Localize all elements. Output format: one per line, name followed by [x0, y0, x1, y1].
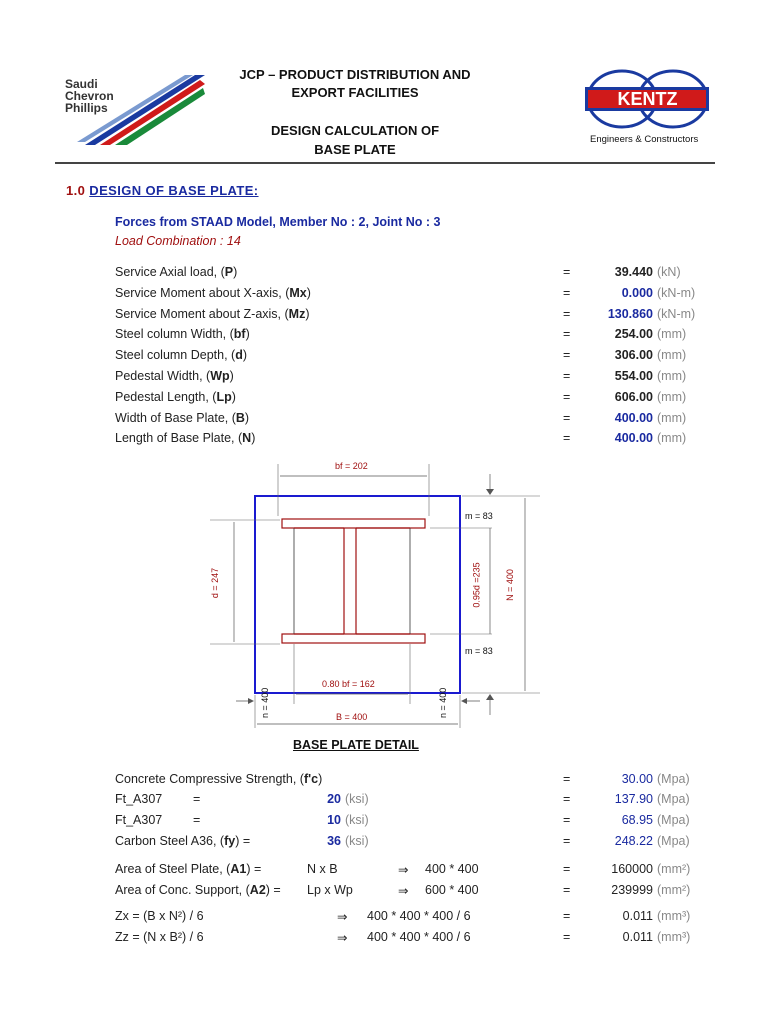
- area-symbol: A2: [249, 883, 266, 897]
- dim-n-left: n = 400: [260, 687, 270, 718]
- equals-sign: =: [563, 813, 571, 827]
- equals-sign: =: [563, 390, 571, 404]
- input-label: [115, 348, 247, 362]
- input-symbol: Wp: [210, 369, 230, 383]
- logo-word-chevron: Chevron: [65, 89, 114, 103]
- equals-sign: =: [563, 862, 571, 876]
- input-symbol: Lp: [216, 390, 232, 404]
- header-title-2: EXPORT FACILITIES: [291, 85, 419, 100]
- material-label-text: Ft_A307: [115, 792, 163, 806]
- input-row: [115, 307, 715, 327]
- implies-arrow-icon: ⇒: [337, 931, 348, 945]
- equals-sign: =: [563, 431, 571, 445]
- input-symbol: P: [224, 265, 234, 279]
- implies-arrow-icon: ⇒: [398, 884, 409, 898]
- input-value: 400.00: [614, 431, 653, 445]
- input-row: [115, 286, 715, 306]
- input-unit: (kN-m): [657, 307, 696, 321]
- material-value: 30.00: [621, 772, 653, 786]
- kentz-tagline: Engineers & Constructors: [590, 134, 699, 145]
- equals-sign: =: [563, 834, 571, 848]
- material-label: [115, 834, 250, 848]
- logo-word-phillips: Phillips: [65, 101, 108, 115]
- input-symbol: Mz: [288, 307, 306, 321]
- input-label: [115, 431, 255, 445]
- input-unit: (kN-m): [657, 286, 696, 300]
- input-label-text: Service Moment about Z-axis, (: [115, 307, 289, 321]
- kentz-wordmark: KENTZ: [617, 89, 678, 109]
- equals-sign: =: [563, 348, 571, 362]
- input-label-close: ): [306, 286, 311, 300]
- input-label-close: ): [305, 307, 310, 321]
- input-symbol: Mx: [289, 286, 307, 300]
- input-symbol: N: [242, 431, 252, 445]
- forces-line: Forces from STAAD Model, Member No : 2, Joint No : 3: [115, 215, 441, 229]
- equals-sign: =: [563, 772, 571, 786]
- equals-sign: =: [563, 265, 571, 279]
- dim-m-top: m = 83: [465, 511, 493, 521]
- material-row: [115, 772, 715, 792]
- header-title-3: DESIGN CALCULATION OF: [270, 123, 440, 138]
- modulus-formula: Zx = (B x N²) / 6: [115, 909, 204, 923]
- material-label-close: ) =: [235, 834, 251, 848]
- input-label-close: ): [251, 431, 256, 445]
- dim-095d: 0.95d =235: [471, 562, 482, 608]
- equals-sign: =: [563, 792, 571, 806]
- implies-arrow-icon: ⇒: [398, 863, 409, 877]
- input-label-text: Length of Base Plate, (: [115, 431, 243, 445]
- material-label: [115, 813, 162, 827]
- input-value: 400.00: [614, 411, 653, 425]
- input-value: 39.440: [614, 265, 653, 279]
- material-value: 248.22: [614, 834, 653, 848]
- input-label: [115, 411, 249, 425]
- logo-word-saudi: Saudi: [65, 77, 98, 91]
- input-label-text: Pedestal Width, (: [115, 369, 211, 383]
- input-unit: (mm): [657, 369, 687, 383]
- area-calc: 600 * 400: [425, 883, 479, 897]
- material-symbol: f'c: [303, 772, 319, 786]
- input-unit: (kN): [657, 265, 681, 279]
- input-symbol: d: [235, 348, 243, 362]
- input-value: 130.860: [607, 307, 653, 321]
- input-unit: (mm): [657, 348, 687, 362]
- material-label-text: Concrete Compressive Strength, (: [115, 772, 304, 786]
- input-row: [115, 369, 715, 389]
- header-rule: [55, 162, 715, 164]
- area-unit: (mm²): [657, 883, 691, 897]
- material-label-close: ): [318, 772, 323, 786]
- modulus-value: 0.011: [622, 930, 653, 944]
- material-label: [115, 792, 162, 806]
- area-symbol: A1: [230, 862, 247, 876]
- dim-n-right: n = 400: [438, 687, 448, 718]
- modulus-row: [115, 909, 715, 929]
- mid-equals: =: [193, 813, 201, 827]
- material-value: 68.95: [621, 813, 653, 827]
- input-label-close: ): [245, 327, 250, 341]
- section-number: 1.0: [66, 183, 86, 198]
- material-ksi-unit: (ksi): [345, 834, 369, 848]
- material-unit: (Mpa): [657, 813, 690, 827]
- input-label-text: Service Moment about X-axis, (: [115, 286, 290, 300]
- equals-sign: =: [563, 883, 571, 897]
- material-label: [115, 772, 322, 786]
- input-label-close: ): [233, 265, 238, 279]
- input-label-text: Pedestal Length, (: [115, 390, 217, 404]
- area-value: 160000: [611, 862, 653, 876]
- input-value: 554.00: [614, 369, 653, 383]
- input-unit: (mm): [657, 431, 687, 445]
- area-label-close: ) =: [246, 862, 262, 876]
- material-unit: (Mpa): [657, 834, 690, 848]
- area-formula: N x B: [307, 862, 338, 876]
- saudi-chevron-phillips-logo: [55, 70, 205, 150]
- modulus-formula: Zz = (N x B²) / 6: [115, 930, 204, 944]
- load-combination: Load Combination : 14: [115, 234, 241, 248]
- diagram-caption: BASE PLATE DETAIL: [293, 738, 419, 752]
- input-value: 254.00: [614, 327, 653, 341]
- input-label: [115, 286, 311, 300]
- input-row: [115, 327, 715, 347]
- input-label: [115, 307, 310, 321]
- kentz-logo: [580, 68, 715, 150]
- dim-m-bottom: m = 83: [465, 646, 493, 656]
- input-symbol: B: [235, 411, 245, 425]
- material-row: [115, 813, 715, 833]
- material-row: [115, 792, 715, 812]
- area-label-text: Area of Steel Plate, (: [115, 862, 231, 876]
- equals-sign: =: [563, 286, 571, 300]
- dim-B: B = 400: [336, 712, 368, 722]
- material-row: [115, 834, 715, 854]
- input-value: 306.00: [614, 348, 653, 362]
- material-unit: (Mpa): [657, 772, 690, 786]
- area-row: [115, 862, 715, 882]
- modulus-row: [115, 930, 715, 950]
- material-ksi-unit: (ksi): [345, 792, 369, 806]
- material-label-text: Ft_A307: [115, 813, 163, 827]
- header-title-4: BASE PLATE: [314, 142, 396, 157]
- input-unit: (mm): [657, 411, 687, 425]
- input-value: 606.00: [614, 390, 653, 404]
- input-label-close: ): [229, 369, 234, 383]
- area-unit: (mm²): [657, 862, 691, 876]
- material-unit: (Mpa): [657, 792, 690, 806]
- implies-arrow-icon: ⇒: [337, 910, 348, 924]
- input-value: 0.000: [621, 286, 653, 300]
- area-label-text: Area of Conc. Support, (: [115, 883, 250, 897]
- material-symbol: fy: [224, 834, 236, 848]
- material-ksi-value: 36: [327, 834, 341, 848]
- equals-sign: =: [563, 327, 571, 341]
- input-label-text: Steel column Width, (: [115, 327, 234, 341]
- base-plate-diagram: [200, 456, 560, 728]
- material-ksi-unit: (ksi): [345, 813, 369, 827]
- equals-sign: =: [563, 411, 571, 425]
- dim-d: d = 247: [210, 567, 221, 599]
- input-label-close: ): [242, 348, 248, 362]
- modulus-calc: 400 * 400 * 400 / 6: [367, 909, 471, 923]
- equals-sign: =: [563, 909, 571, 923]
- mid-equals: =: [193, 792, 201, 806]
- modulus-unit: (mm³): [657, 909, 691, 923]
- input-label-text: Steel column Depth, (: [115, 348, 236, 362]
- area-calc: 400 * 400: [425, 862, 479, 876]
- input-row: [115, 265, 715, 285]
- input-row: [115, 411, 715, 431]
- material-ksi-value: 20: [327, 792, 341, 806]
- header-title-1: JCP – PRODUCT DISTRIBUTION AND: [239, 67, 471, 82]
- input-row: [115, 348, 715, 368]
- section-heading: [66, 183, 259, 198]
- dim-080bf: 0.80 bf = 162: [322, 679, 375, 689]
- section-title: DESIGN OF BASE PLATE:: [89, 183, 259, 198]
- input-label-close: ): [231, 390, 236, 404]
- area-label: [115, 883, 281, 897]
- input-row: [115, 390, 715, 410]
- material-ksi-value: 10: [327, 813, 341, 827]
- input-label-text: Width of Base Plate, (: [115, 411, 236, 425]
- input-unit: (mm): [657, 327, 687, 341]
- input-unit: (mm): [657, 390, 687, 404]
- input-label: [115, 327, 250, 341]
- area-value: 239999: [611, 883, 653, 897]
- input-row: [115, 431, 715, 451]
- area-row: [115, 883, 715, 903]
- equals-sign: =: [563, 930, 571, 944]
- modulus-unit: (mm³): [657, 930, 691, 944]
- area-label: [115, 862, 261, 876]
- modulus-value: 0.011: [622, 909, 653, 923]
- material-label-text: Carbon Steel A36, (: [115, 834, 225, 848]
- area-label-close: ) =: [265, 883, 281, 897]
- dim-N: N = 400: [504, 569, 515, 601]
- dim-bf: bf = 202: [335, 461, 368, 471]
- equals-sign: =: [563, 369, 571, 383]
- input-symbol: bf: [233, 327, 246, 341]
- input-label: [115, 390, 236, 404]
- equals-sign: =: [563, 307, 571, 321]
- input-label: [115, 369, 234, 383]
- input-label-close: ): [244, 411, 250, 425]
- input-label: [115, 265, 237, 279]
- input-label-text: Service Axial load, (: [115, 265, 225, 279]
- material-value: 137.90: [614, 792, 653, 806]
- modulus-calc: 400 * 400 * 400 / 6: [367, 930, 471, 944]
- area-formula: Lp x Wp: [307, 883, 353, 897]
